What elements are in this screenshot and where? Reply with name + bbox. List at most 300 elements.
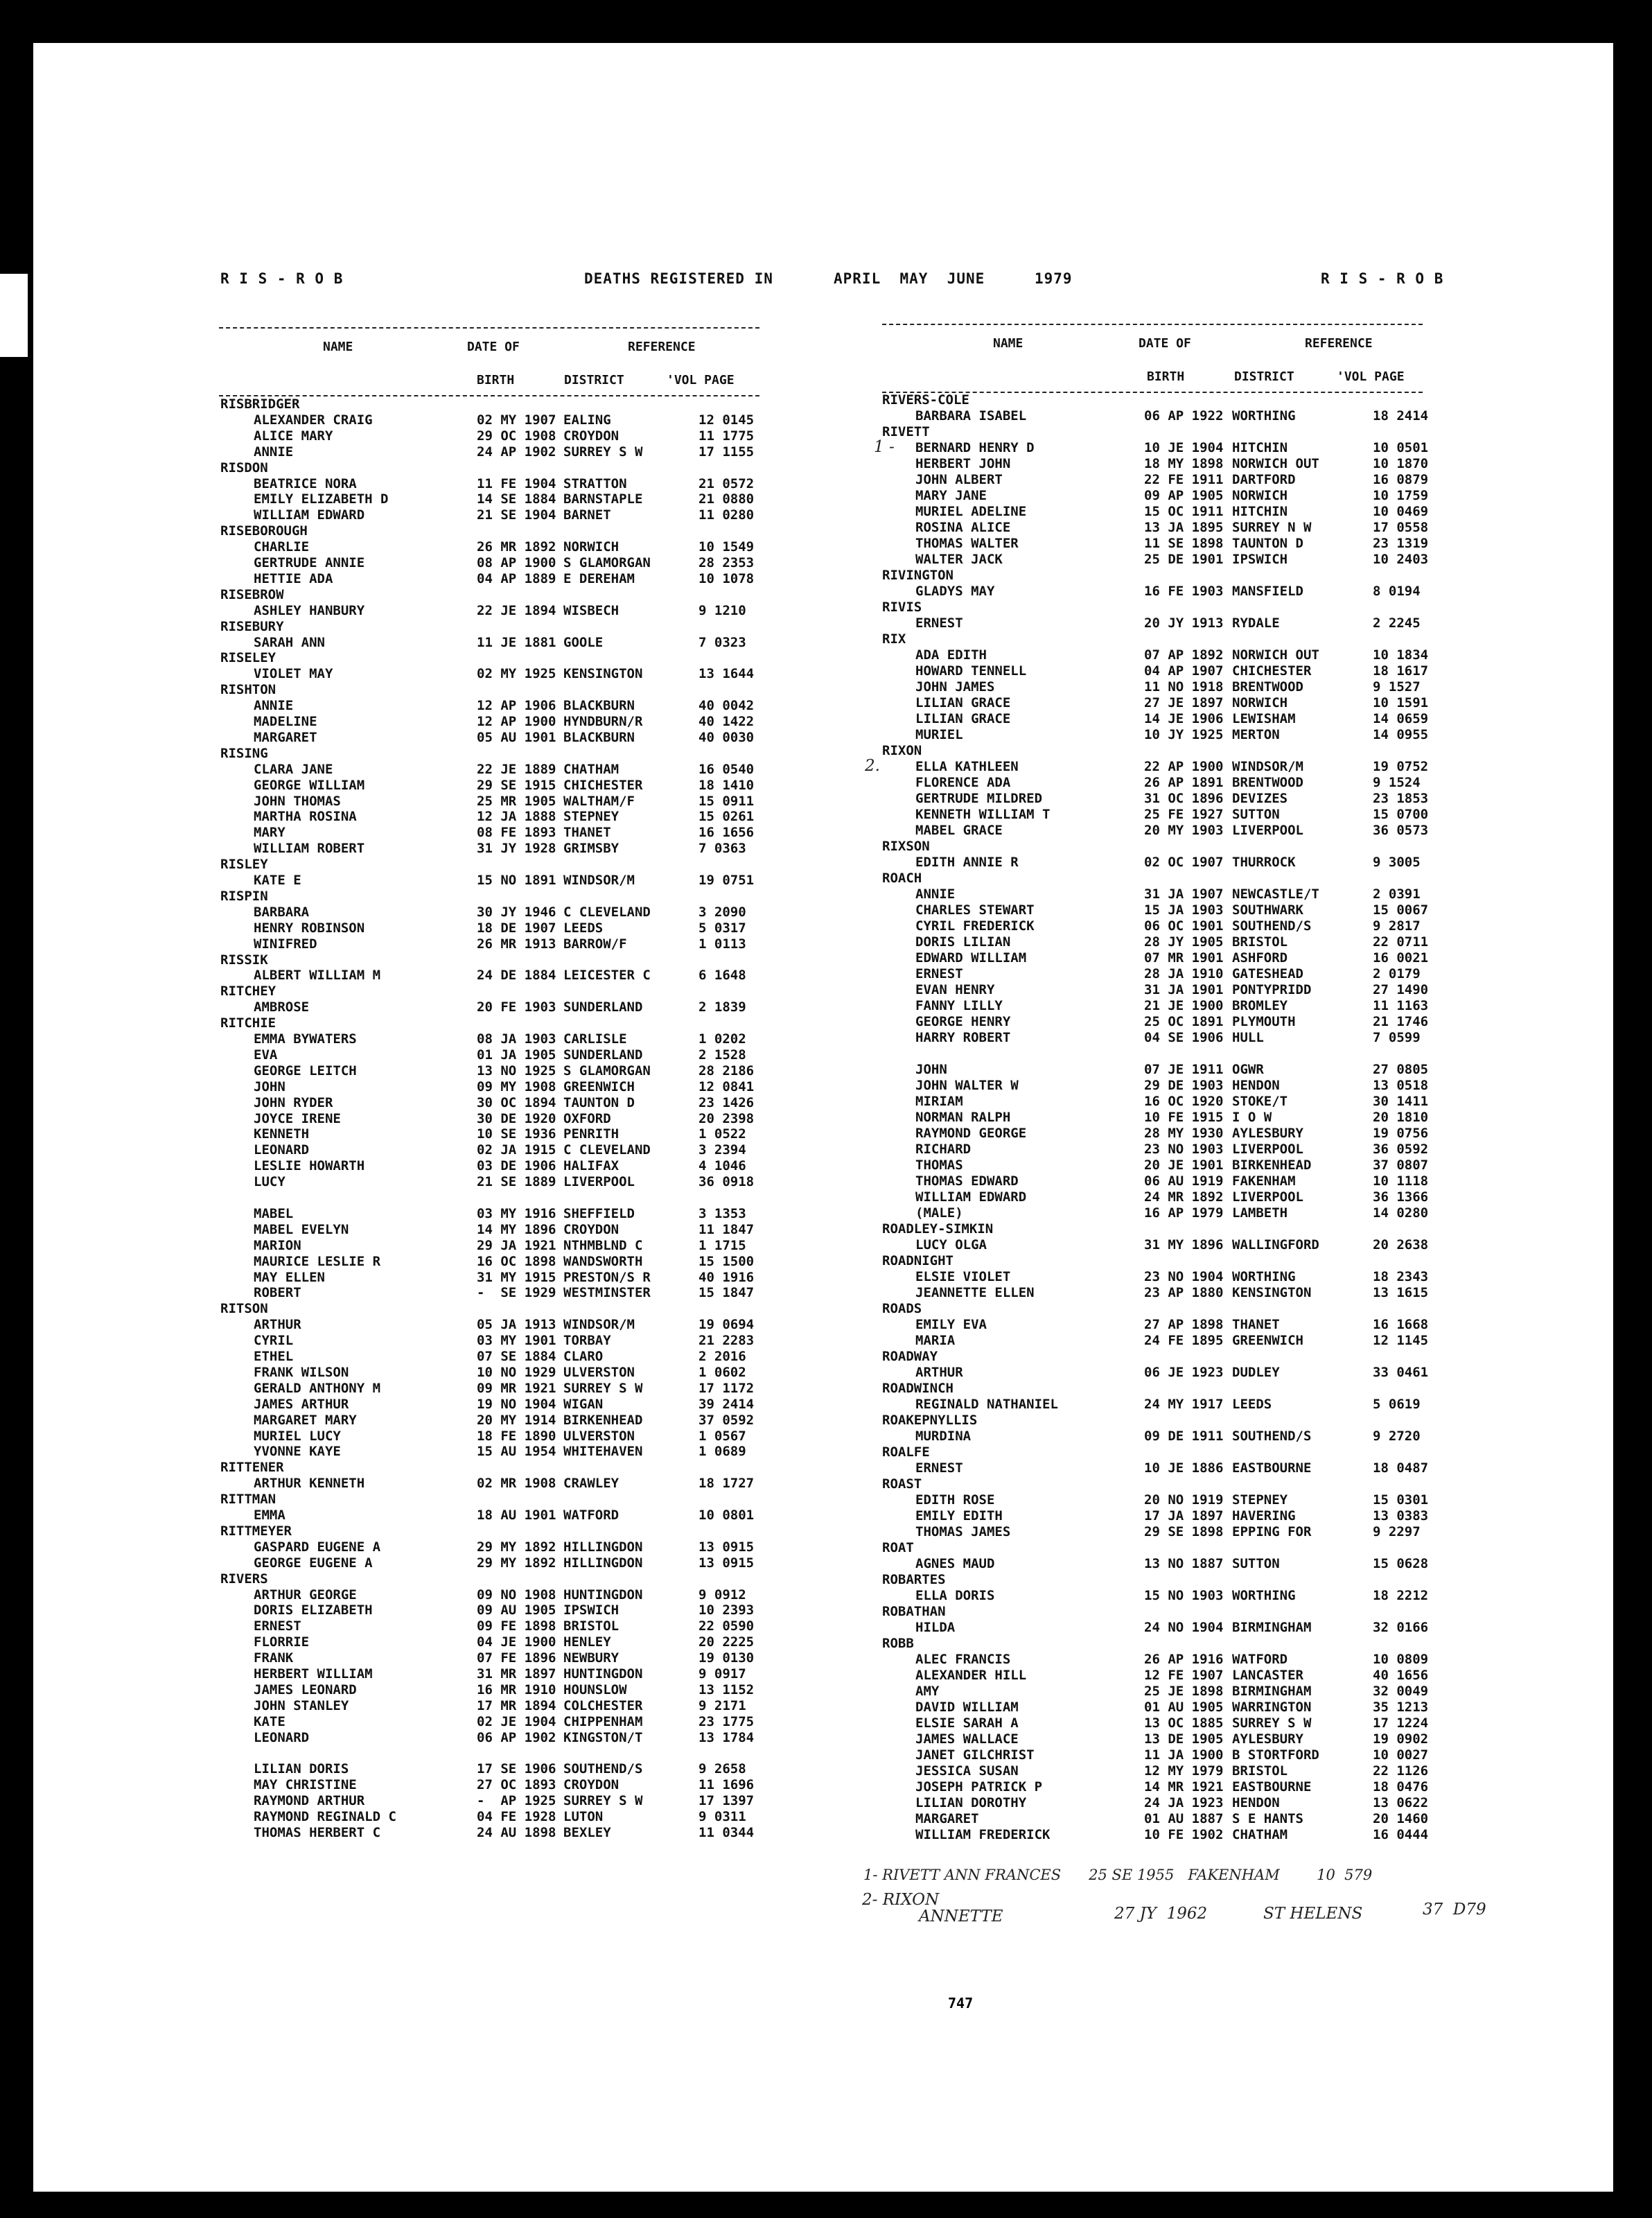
vol-page: 9 2297 — [1373, 1524, 1421, 1539]
surname: ROADNIGHT — [882, 1253, 954, 1268]
district: HILLINGDON — [563, 1539, 643, 1555]
forenames: GERTRUDE MILDRED — [915, 791, 1043, 806]
date-of-birth: 10 JE 1904 — [1144, 440, 1224, 455]
vol-page: 14 0280 — [1373, 1205, 1429, 1221]
date-of-birth: 11 SE 1898 — [1144, 536, 1224, 551]
surname: RIVERS — [220, 1571, 268, 1587]
header-rule-bottom — [219, 395, 759, 396]
forenames: ARTHUR — [915, 1365, 963, 1380]
district: NORWICH — [1232, 695, 1288, 710]
forenames: CLARA JANE — [254, 761, 333, 777]
district: ULVERSTON — [563, 1364, 635, 1380]
forenames: JOSEPH PATRICK P — [915, 1779, 1043, 1795]
vol-page: 12 0841 — [698, 1079, 755, 1094]
vol-page: 13 0622 — [1373, 1795, 1429, 1810]
forenames: ERNEST — [915, 1460, 963, 1476]
vol-page: 40 0042 — [698, 698, 755, 714]
forenames: HARRY ROBERT — [915, 1030, 1011, 1045]
date-of-birth: 09 NO 1908 — [477, 1587, 556, 1603]
surname: ROAKEPNYLLIS — [882, 1413, 978, 1428]
header-rule-top — [882, 324, 1423, 325]
district: LIVERPOOL — [1232, 1189, 1303, 1205]
date-of-birth: 02 MY 1925 — [477, 666, 556, 682]
forenames: KATE — [254, 1713, 285, 1729]
district: NORWICH — [563, 539, 620, 555]
district: HENDON — [1232, 1078, 1280, 1093]
page-number: 747 — [948, 1995, 974, 2011]
date-of-birth: 13 NO 1887 — [1144, 1556, 1224, 1571]
district: LEICESTER C — [563, 968, 651, 984]
date-of-birth: 22 AP 1900 — [1144, 759, 1224, 774]
forenames: CYRIL — [254, 1333, 294, 1349]
vol-page: 13 1615 — [1373, 1285, 1429, 1300]
date-of-birth: 02 JE 1904 — [477, 1713, 556, 1729]
vol-page: 22 1126 — [1373, 1763, 1429, 1779]
vol-page: 20 1460 — [1373, 1811, 1429, 1826]
surname: RIXON — [882, 743, 922, 758]
date-of-birth: 09 DE 1911 — [1144, 1429, 1224, 1444]
forenames: JEANNETTE ELLEN — [915, 1285, 1035, 1300]
vol-page: 8 0194 — [1373, 584, 1421, 599]
forenames: EMILY EVA — [915, 1317, 987, 1332]
forenames: ANNIE — [915, 887, 956, 902]
vol-page: 10 1078 — [698, 570, 755, 586]
vol-page: 39 2414 — [698, 1396, 755, 1412]
forenames: THOMAS JAMES — [915, 1524, 1011, 1539]
date-of-birth: 28 JY 1905 — [1144, 934, 1224, 950]
vol-page: 9 3005 — [1373, 855, 1421, 870]
forenames: THOMAS — [915, 1158, 963, 1173]
vol-page: 20 1810 — [1373, 1110, 1429, 1125]
date-of-birth: 16 OC 1898 — [477, 1253, 556, 1269]
forenames: ADA EDITH — [915, 647, 987, 663]
vol-page: 5 0619 — [1373, 1397, 1421, 1412]
date-of-birth: 25 DE 1901 — [1144, 552, 1224, 567]
date-of-birth: 15 AU 1954 — [477, 1444, 556, 1460]
vol-page: 9 0912 — [698, 1587, 746, 1603]
vol-page: 36 0592 — [1373, 1142, 1429, 1157]
surname: ROAT — [882, 1540, 914, 1555]
forenames: JANET GILCHRIST — [915, 1747, 1035, 1763]
forenames: HOWARD TENNELL — [915, 663, 1027, 679]
date-of-birth: 24 MY 1917 — [1144, 1397, 1224, 1412]
date-of-birth: 08 AP 1900 — [477, 555, 556, 570]
col-district: DISTRICT — [564, 373, 624, 387]
vol-page: 16 0021 — [1373, 950, 1429, 966]
vol-page: 9 0917 — [698, 1666, 746, 1682]
date-of-birth: 31 JA 1901 — [1144, 982, 1224, 997]
forenames: FRANK — [254, 1650, 294, 1666]
date-of-birth: 08 FE 1893 — [477, 825, 556, 841]
date-of-birth: 04 AP 1907 — [1144, 663, 1224, 679]
district: STEPNEY — [1232, 1492, 1288, 1508]
district: EASTBOURNE — [1232, 1779, 1312, 1795]
forenames: LEONARD — [254, 1142, 310, 1158]
date-of-birth: 11 JA 1900 — [1144, 1747, 1224, 1763]
surname: RITSON — [220, 1301, 268, 1317]
vol-page: 14 0955 — [1373, 727, 1429, 742]
vol-page: 17 1397 — [698, 1793, 755, 1809]
date-of-birth: 12 FE 1907 — [1144, 1668, 1224, 1683]
vol-page: 2 0179 — [1373, 966, 1421, 981]
district: CHATHAM — [563, 761, 620, 777]
district: WATFORD — [1232, 1652, 1288, 1667]
forenames: RAYMOND REGINALD C — [254, 1809, 396, 1825]
surname: ROBATHAN — [882, 1604, 946, 1619]
date-of-birth: 25 FE 1927 — [1144, 807, 1224, 822]
district: IPSWICH — [563, 1603, 620, 1618]
vol-page: 3 2394 — [698, 1142, 746, 1158]
forenames: DORIS LILIAN — [915, 934, 1011, 950]
date-of-birth: 29 SE 1915 — [477, 777, 556, 793]
vol-page: 27 0805 — [1373, 1062, 1429, 1077]
date-of-birth: 17 JA 1897 — [1144, 1508, 1224, 1523]
date-of-birth: 11 NO 1918 — [1144, 679, 1224, 695]
district: EPPING FOR — [1232, 1524, 1312, 1539]
forenames: LESLIE HOWARTH — [254, 1158, 365, 1174]
date-of-birth: 07 SE 1884 — [477, 1349, 556, 1364]
surname: RIVETT — [882, 424, 930, 439]
district: BRISTOL — [563, 1618, 620, 1634]
district: WALTHAM/F — [563, 793, 635, 809]
vol-page: 33 0461 — [1373, 1365, 1429, 1380]
forenames: RAYMOND GEORGE — [915, 1126, 1027, 1141]
district: SOUTHEND/S — [1232, 918, 1312, 934]
vol-page: 10 0027 — [1373, 1747, 1429, 1763]
district: BLACKBURN — [563, 729, 635, 745]
forenames: ASHLEY HANBURY — [254, 602, 365, 618]
forenames: MARIA — [915, 1333, 956, 1348]
forenames: ROSINA ALICE — [915, 520, 1011, 535]
surname: ROAST — [882, 1476, 922, 1492]
forenames: LILIAN GRACE — [915, 711, 1011, 726]
vol-page: 13 1644 — [698, 666, 755, 682]
col-birth: BIRTH — [477, 373, 515, 387]
district: CROYDON — [563, 1221, 620, 1237]
date-of-birth: 26 MR 1892 — [477, 539, 556, 555]
date-of-birth: 16 FE 1903 — [1144, 584, 1224, 599]
district: BIRKENHEAD — [1232, 1158, 1312, 1173]
surname: RISEBOROUGH — [220, 523, 308, 539]
district: AYLESBURY — [1232, 1126, 1303, 1141]
district: LEWISHAM — [1232, 711, 1296, 726]
date-of-birth: 02 MR 1908 — [477, 1476, 556, 1492]
forenames: MURIEL LUCY — [254, 1428, 341, 1444]
district: GREENWICH — [563, 1079, 635, 1094]
forenames: MAURICE LESLIE R — [254, 1253, 381, 1269]
forenames: ALEXANDER CRAIG — [254, 412, 373, 428]
date-of-birth: 18 AU 1901 — [477, 1508, 556, 1523]
date-of-birth: - AP 1925 — [477, 1793, 556, 1809]
vol-page: 18 2343 — [1373, 1269, 1429, 1284]
forenames: LUCY — [254, 1174, 285, 1190]
forenames: GLADYS MAY — [915, 584, 995, 599]
date-of-birth: 03 DE 1906 — [477, 1158, 556, 1174]
vol-page: 20 2638 — [1373, 1237, 1429, 1252]
date-of-birth: 29 OC 1908 — [477, 428, 556, 444]
vol-page: 19 0694 — [698, 1317, 755, 1333]
forenames: YVONNE KAYE — [254, 1444, 341, 1460]
surname: ROACH — [882, 871, 922, 886]
vol-page: 40 1656 — [1373, 1668, 1429, 1683]
vol-page: 37 0592 — [698, 1412, 755, 1428]
date-of-birth: 26 AP 1891 — [1144, 775, 1224, 790]
vol-page: 10 1549 — [698, 539, 755, 555]
date-of-birth: 31 MR 1897 — [477, 1666, 556, 1682]
forenames: KENNETH WILLIAM T — [915, 807, 1051, 822]
date-of-birth: 23 NO 1904 — [1144, 1269, 1224, 1284]
vol-page: 11 0280 — [698, 507, 755, 523]
vol-page: 18 1410 — [698, 777, 755, 793]
vol-page: 11 1163 — [1373, 998, 1429, 1013]
forenames: ALEC FRANCIS — [915, 1652, 1011, 1667]
date-of-birth: 20 FE 1903 — [477, 999, 556, 1015]
district: HUNTINGDON — [563, 1666, 643, 1682]
district: TAUNTON D — [1232, 536, 1303, 551]
district: LIVERPOOL — [1232, 823, 1303, 838]
vol-page: 9 1210 — [698, 602, 746, 618]
surname: ROADWAY — [882, 1349, 938, 1364]
district: NTHMBLND C — [563, 1237, 643, 1253]
district: EALING — [563, 412, 611, 428]
forenames: ANNIE — [254, 444, 294, 460]
forenames: JOHN JAMES — [915, 679, 995, 695]
district: KINGSTON/T — [563, 1729, 643, 1745]
forenames: MARION — [254, 1237, 301, 1253]
vol-page: 19 0902 — [1373, 1731, 1429, 1747]
forenames: ARTHUR KENNETH — [254, 1476, 365, 1492]
forenames: JOHN — [254, 1079, 285, 1094]
district: HITCHIN — [1232, 440, 1288, 455]
district: CHIPPENHAM — [563, 1713, 643, 1729]
vol-page: 9 1527 — [1373, 679, 1421, 695]
forenames: (MALE) — [915, 1205, 963, 1221]
vol-page: 1 0202 — [698, 1031, 746, 1047]
forenames: ERNEST — [915, 615, 963, 631]
date-of-birth: 21 JE 1900 — [1144, 998, 1224, 1013]
district: SURREY S W — [563, 1380, 643, 1396]
date-of-birth: 31 JY 1928 — [477, 841, 556, 857]
forenames: GERTRUDE ANNIE — [254, 555, 365, 570]
forenames: SARAH ANN — [254, 634, 325, 650]
forenames: EVAN HENRY — [915, 982, 995, 997]
vol-page: 16 1668 — [1373, 1317, 1429, 1332]
forenames: HILDA — [915, 1620, 956, 1635]
forenames: CYRIL FREDERICK — [915, 918, 1035, 934]
date-of-birth: 10 SE 1936 — [477, 1126, 556, 1142]
handwritten-note-1: 1- RIVETT ANN FRANCES 25 SE 1955 FAKENHAM 10 579 — [863, 1867, 1373, 1883]
surname: RISSIK — [220, 952, 268, 968]
date-of-birth: 15 JA 1903 — [1144, 902, 1224, 918]
vol-page: 15 0628 — [1373, 1556, 1429, 1571]
vol-page: 9 1524 — [1373, 775, 1421, 790]
date-of-birth: 01 JA 1905 — [477, 1047, 556, 1063]
date-of-birth: 12 AP 1900 — [477, 714, 556, 729]
vol-page: 16 0879 — [1373, 472, 1429, 487]
district: MANSFIELD — [1232, 584, 1303, 599]
district: S E HANTS — [1232, 1811, 1303, 1826]
forenames: GEORGE LEITCH — [254, 1063, 357, 1079]
forenames: MABEL — [254, 1205, 294, 1221]
date-of-birth: 02 OC 1907 — [1144, 855, 1224, 870]
date-of-birth: 06 AU 1919 — [1144, 1173, 1224, 1189]
date-of-birth: 11 JE 1881 — [477, 634, 556, 650]
forenames: ALEXANDER HILL — [915, 1668, 1027, 1683]
district: WINDSOR/M — [1232, 759, 1303, 774]
vol-page: 15 0301 — [1373, 1492, 1429, 1508]
vol-page: 11 1696 — [698, 1777, 755, 1793]
district: RYDALE — [1232, 615, 1280, 631]
district: CHICHESTER — [563, 777, 643, 793]
district: AYLESBURY — [1232, 1731, 1303, 1747]
vol-page: 7 0363 — [698, 841, 746, 857]
forenames: KATE E — [254, 873, 301, 888]
forenames: ELSIE SARAH A — [915, 1715, 1019, 1731]
district: OGWR — [1232, 1062, 1264, 1077]
surname: ROADWINCH — [882, 1381, 954, 1396]
district: SUTTON — [1232, 1556, 1280, 1571]
vol-page: 40 1422 — [698, 714, 755, 729]
date-of-birth: 16 MR 1910 — [477, 1682, 556, 1697]
vol-page: 1 0113 — [698, 936, 746, 952]
forenames: RAYMOND ARTHUR — [254, 1793, 365, 1809]
surname: ROALFE — [882, 1444, 930, 1460]
district: E DEREHAM — [563, 570, 635, 586]
district: LEEDS — [1232, 1397, 1272, 1412]
surname: RIVIS — [882, 600, 922, 615]
district: DEVIZES — [1232, 791, 1288, 806]
date-of-birth: 29 DE 1903 — [1144, 1078, 1224, 1093]
vol-page: 1 0567 — [698, 1428, 746, 1444]
forenames: EMILY EDITH — [915, 1508, 1003, 1523]
vol-page: 15 0700 — [1373, 807, 1429, 822]
date-of-birth: 10 FE 1902 — [1144, 1827, 1224, 1842]
surname: ROBB — [882, 1636, 914, 1651]
vol-page: 18 2212 — [1373, 1588, 1429, 1603]
forenames: BARBARA — [254, 904, 310, 920]
district: EASTBOURNE — [1232, 1460, 1312, 1476]
forenames: FRANK WILSON — [254, 1364, 349, 1380]
forenames: EMILY ELIZABETH D — [254, 491, 389, 507]
district: HAVERING — [1232, 1508, 1296, 1523]
date-of-birth: 30 OC 1894 — [477, 1094, 556, 1110]
district: PENRITH — [563, 1126, 620, 1142]
date-of-birth: 26 MR 1913 — [477, 936, 556, 952]
forenames: MARGARET — [254, 729, 317, 745]
district: BRENTWOOD — [1232, 775, 1303, 790]
district: TAUNTON D — [563, 1094, 635, 1110]
vol-page: 19 0130 — [698, 1650, 755, 1666]
date-of-birth: 20 MY 1914 — [477, 1412, 556, 1428]
vol-page: 1 0689 — [698, 1444, 746, 1460]
register-page — [33, 43, 1613, 2192]
col-district: DISTRICT — [1234, 369, 1294, 384]
district: STEPNEY — [563, 809, 620, 825]
forenames: DAVID WILLIAM — [915, 1700, 1019, 1715]
vol-page: 9 2720 — [1373, 1429, 1421, 1444]
forenames: MURIEL ADELINE — [915, 504, 1027, 519]
forenames: AMBROSE — [254, 999, 310, 1015]
surname: RITTENER — [220, 1460, 284, 1476]
date-of-birth: 27 JE 1897 — [1144, 695, 1224, 710]
date-of-birth: 05 AU 1901 — [477, 729, 556, 745]
date-of-birth: 07 FE 1896 — [477, 1650, 556, 1666]
forenames: MAY ELLEN — [254, 1269, 325, 1285]
forenames: GASPARD EUGENE A — [254, 1539, 381, 1555]
district: THANET — [563, 825, 611, 841]
district: BRISTOL — [1232, 934, 1288, 950]
district: SOUTHEND/S — [563, 1761, 643, 1777]
district: WESTMINSTER — [563, 1285, 651, 1301]
date-of-birth: 15 NO 1903 — [1144, 1588, 1224, 1603]
district: BLACKBURN — [563, 698, 635, 714]
vol-page: 28 2186 — [698, 1063, 755, 1079]
date-of-birth: 22 JE 1889 — [477, 761, 556, 777]
handwritten-note-2-name: ANNETTE — [919, 1907, 1003, 1926]
date-of-birth: 17 SE 1906 — [477, 1761, 556, 1777]
col-date-of: DATE OF — [1139, 336, 1191, 351]
vol-page: 7 0599 — [1373, 1030, 1421, 1045]
vol-page: 18 1617 — [1373, 663, 1429, 679]
forenames: BERNARD HENRY D — [915, 440, 1035, 455]
surname: RITCHIE — [220, 1015, 276, 1031]
district: TORBAY — [563, 1333, 611, 1349]
date-of-birth: 22 JE 1894 — [477, 602, 556, 618]
vol-page: 23 1319 — [1373, 536, 1429, 551]
district: LIVERPOOL — [1232, 1142, 1303, 1157]
vol-page: 22 0590 — [698, 1618, 755, 1634]
district: WORTHING — [1232, 408, 1296, 423]
date-of-birth: 14 SE 1884 — [477, 491, 556, 507]
vol-page: 12 0145 — [698, 412, 755, 428]
vol-page: 18 2414 — [1373, 408, 1429, 423]
forenames: GERALD ANTHONY M — [254, 1380, 381, 1396]
date-of-birth: 24 AU 1898 — [477, 1825, 556, 1840]
date-of-birth: 28 MY 1930 — [1144, 1126, 1224, 1141]
district: SUNDERLAND — [563, 1047, 643, 1063]
vol-page: 9 2817 — [1373, 918, 1421, 934]
forenames: ETHEL — [254, 1349, 294, 1364]
district: LIVERPOOL — [563, 1174, 635, 1190]
vol-page: 17 0558 — [1373, 520, 1429, 535]
forenames: ROBERT — [254, 1285, 301, 1301]
col-reference: REFERENCE — [1305, 336, 1373, 351]
district: WALLINGFORD — [1232, 1237, 1319, 1252]
date-of-birth: 04 SE 1906 — [1144, 1030, 1224, 1045]
forenames: JAMES ARTHUR — [254, 1396, 349, 1412]
binder-tab — [0, 274, 28, 357]
vol-page: 3 2090 — [698, 904, 746, 920]
district: S GLAMORGAN — [563, 555, 651, 570]
vol-page: 5 0317 — [698, 920, 746, 936]
district: CROYDON — [563, 428, 620, 444]
date-of-birth: 23 AP 1880 — [1144, 1285, 1224, 1300]
col-vol-page: 'VOL PAGE — [667, 373, 735, 387]
date-of-birth: 24 JA 1923 — [1144, 1795, 1224, 1810]
forenames: CHARLES STEWART — [915, 902, 1035, 918]
date-of-birth: 24 NO 1904 — [1144, 1620, 1224, 1635]
date-of-birth: 20 MY 1903 — [1144, 823, 1224, 838]
vol-page: 13 0915 — [698, 1555, 755, 1571]
date-of-birth: 13 JA 1895 — [1144, 520, 1224, 535]
date-of-birth: 14 MY 1896 — [477, 1221, 556, 1237]
district: DUDLEY — [1232, 1365, 1280, 1380]
date-of-birth: 07 MR 1901 — [1144, 950, 1224, 966]
forenames: FLORENCE ADA — [915, 775, 1011, 790]
district: GRIMSBY — [563, 841, 620, 857]
col-name: NAME — [323, 340, 353, 354]
surname: RIVINGTON — [882, 568, 954, 583]
